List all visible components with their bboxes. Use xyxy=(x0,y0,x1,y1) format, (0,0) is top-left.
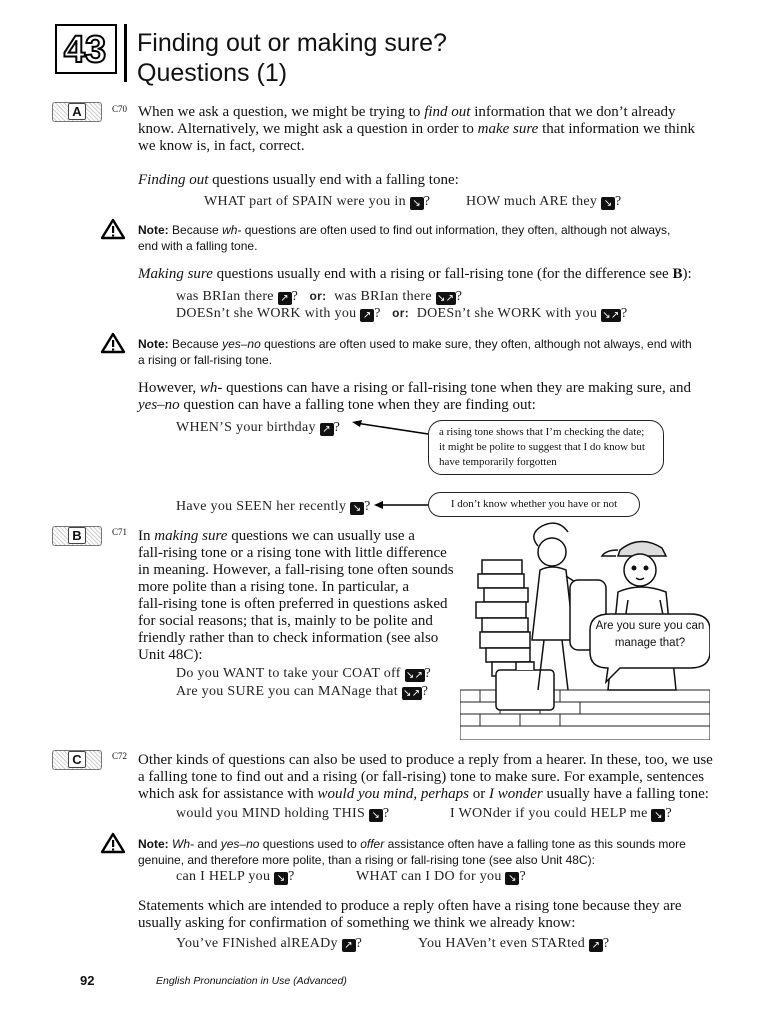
example-when-birthday: WHEN’S your birthday ↗ ? xyxy=(176,420,341,435)
page-number: 92 xyxy=(80,973,95,988)
however-paragraph: However, wh- questions can have a rising or fall-rising tone when they are making sure, and yes–no question can have a falling tone when they are finding out: xyxy=(138,380,691,413)
example-doesnt-she-work: DOESn’t she WORK with you ↗ ? or: DOESn’t she WORK with you ↘↗? xyxy=(176,306,628,321)
rise-tone-icon: ↗ xyxy=(278,292,292,305)
example-what-part: WHAT part of SPAIN were you in ↘ ? xyxy=(204,194,431,209)
example-coat-off: Do you WANT to take your COAT off ↘↗? xyxy=(176,666,432,681)
title-divider xyxy=(124,24,127,82)
example-mind-holding: would you MIND holding THIS ↘ ? xyxy=(176,806,390,821)
note-yes-no-questions: Note: Because yes–no questions are often used to make sure, they often, although not always, end with a rising or fall-rising tone. xyxy=(138,337,692,367)
rise-tone-icon: ↗ xyxy=(589,939,603,952)
section-c-ref: C72 xyxy=(112,751,128,761)
fall-tone-icon: ↘ xyxy=(410,197,424,210)
example-manage-that: Are you SURE you can MANage that ↘↗? xyxy=(176,684,429,699)
fall-tone-icon: ↘ xyxy=(369,809,383,822)
making-sure-line: Making sure questions usually end with a rising or fall-rising tone (for the difference see B): xyxy=(138,266,692,282)
section-c-text: Other kinds of questions can also be used to produce a reply from a hearer. In these, too, we use a falling tone to find out and a rising (or fall-rising) tone to make sure. For example, sentences which ask for assistance with would you mind, perhaps or I wonder usually have a falling tone: xyxy=(138,752,713,802)
example-can-i-help: can I HELP you ↘ ? xyxy=(176,869,295,884)
example-what-can-i-do: WHAT can I DO for you ↘ ? xyxy=(356,869,526,884)
example-finished-already: You’ve FINished alREADy ↗ ? xyxy=(176,936,363,951)
example-brian: was BRIan there ↗ ? or: was BRIan there ↘↗? xyxy=(176,289,463,304)
title-line-2: Questions (1) xyxy=(137,59,288,87)
section-a-label: A xyxy=(52,102,102,122)
section-b-text: In making sure questions we can usually use a fall-rising tone or a rising tone with little difference in meaning. However, a fall-rising tone often sounds more polite than a rising tone. In particular, a fall-rising tone is often preferred in questions asked for social reasons; that is, mainly to be polite and friendly rather than to check information (see also Unit 48C): xyxy=(138,528,454,663)
rise-tone-icon: ↗ xyxy=(360,309,374,322)
fall-tone-icon: ↘ xyxy=(350,502,364,515)
section-c-label: C xyxy=(52,750,102,770)
section-b-label: B xyxy=(52,526,102,546)
warning-icon xyxy=(100,832,126,854)
example-wonder-help: I WONder if you could HELP me ↘ ? xyxy=(450,806,672,821)
example-havent-started: You HAVen’t even STARted ↗ ? xyxy=(418,936,610,951)
explanation-bubble-2: I don’t know whether you have or not xyxy=(428,492,640,517)
rise-tone-icon: ↗ xyxy=(320,423,334,436)
example-how-much: HOW much ARE they ↘ ? xyxy=(466,194,622,209)
finding-out-line: Finding out questions usually end with a falling tone: xyxy=(138,172,459,188)
warning-icon xyxy=(100,332,126,354)
explanation-bubble-1: a rising tone shows that I’m checking the date; it might be polite to suggest that I do know but have temporarily forgotten xyxy=(428,420,664,475)
warning-icon xyxy=(100,218,126,240)
arrow-to-bubble-1 xyxy=(350,418,430,440)
fall-rise-tone-icon: ↘↗ xyxy=(602,310,620,321)
section-b-ref: C71 xyxy=(112,527,128,537)
fall-tone-icon: ↘ xyxy=(505,872,519,885)
unit-number: 43 xyxy=(63,29,107,71)
title-line-1: Finding out or making sure? xyxy=(137,29,447,57)
note-wh-questions: Note: Because wh- questions are often used to find out information, they often, although not always, end with a falling tone. xyxy=(138,223,671,253)
fall-tone-icon: ↘ xyxy=(651,809,665,822)
arrow-to-bubble-2 xyxy=(372,498,430,512)
section-a-ref: C70 xyxy=(112,104,128,114)
fall-rise-tone-icon: ↘↗ xyxy=(403,688,421,699)
fall-rise-tone-icon: ↘↗ xyxy=(437,293,455,304)
fall-tone-icon: ↘ xyxy=(274,872,288,885)
page-title xyxy=(137,28,447,88)
statements-paragraph: Statements which are intended to produce a reply often have a rising tone because they are usually asking for confirmation of something we think we already know: xyxy=(138,898,682,931)
section-a-intro: When we ask a question, we might be trying to find out information that we don’t already know. Alternatively, we might ask a question in order to make sure that information we think we know is, in fact, correct. xyxy=(138,104,695,154)
fall-tone-icon: ↘ xyxy=(601,197,615,210)
note-offer-assistance: Note: Wh- and yes–no questions used to offer assistance often have a falling tone as this sounds more genuine, and therefore more polite, than a rising or fall-rising tone (see also Unit 48C): xyxy=(138,837,686,867)
example-seen-her: Have you SEEN her recently ↘ ? xyxy=(176,499,371,514)
cartoon-speech-text: Are you sure you can manage that? xyxy=(595,620,705,649)
book-title: English Pronunciation in Use (Advanced) xyxy=(156,975,347,987)
rise-tone-icon: ↗ xyxy=(342,939,356,952)
fall-rise-tone-icon: ↘↗ xyxy=(405,670,424,681)
